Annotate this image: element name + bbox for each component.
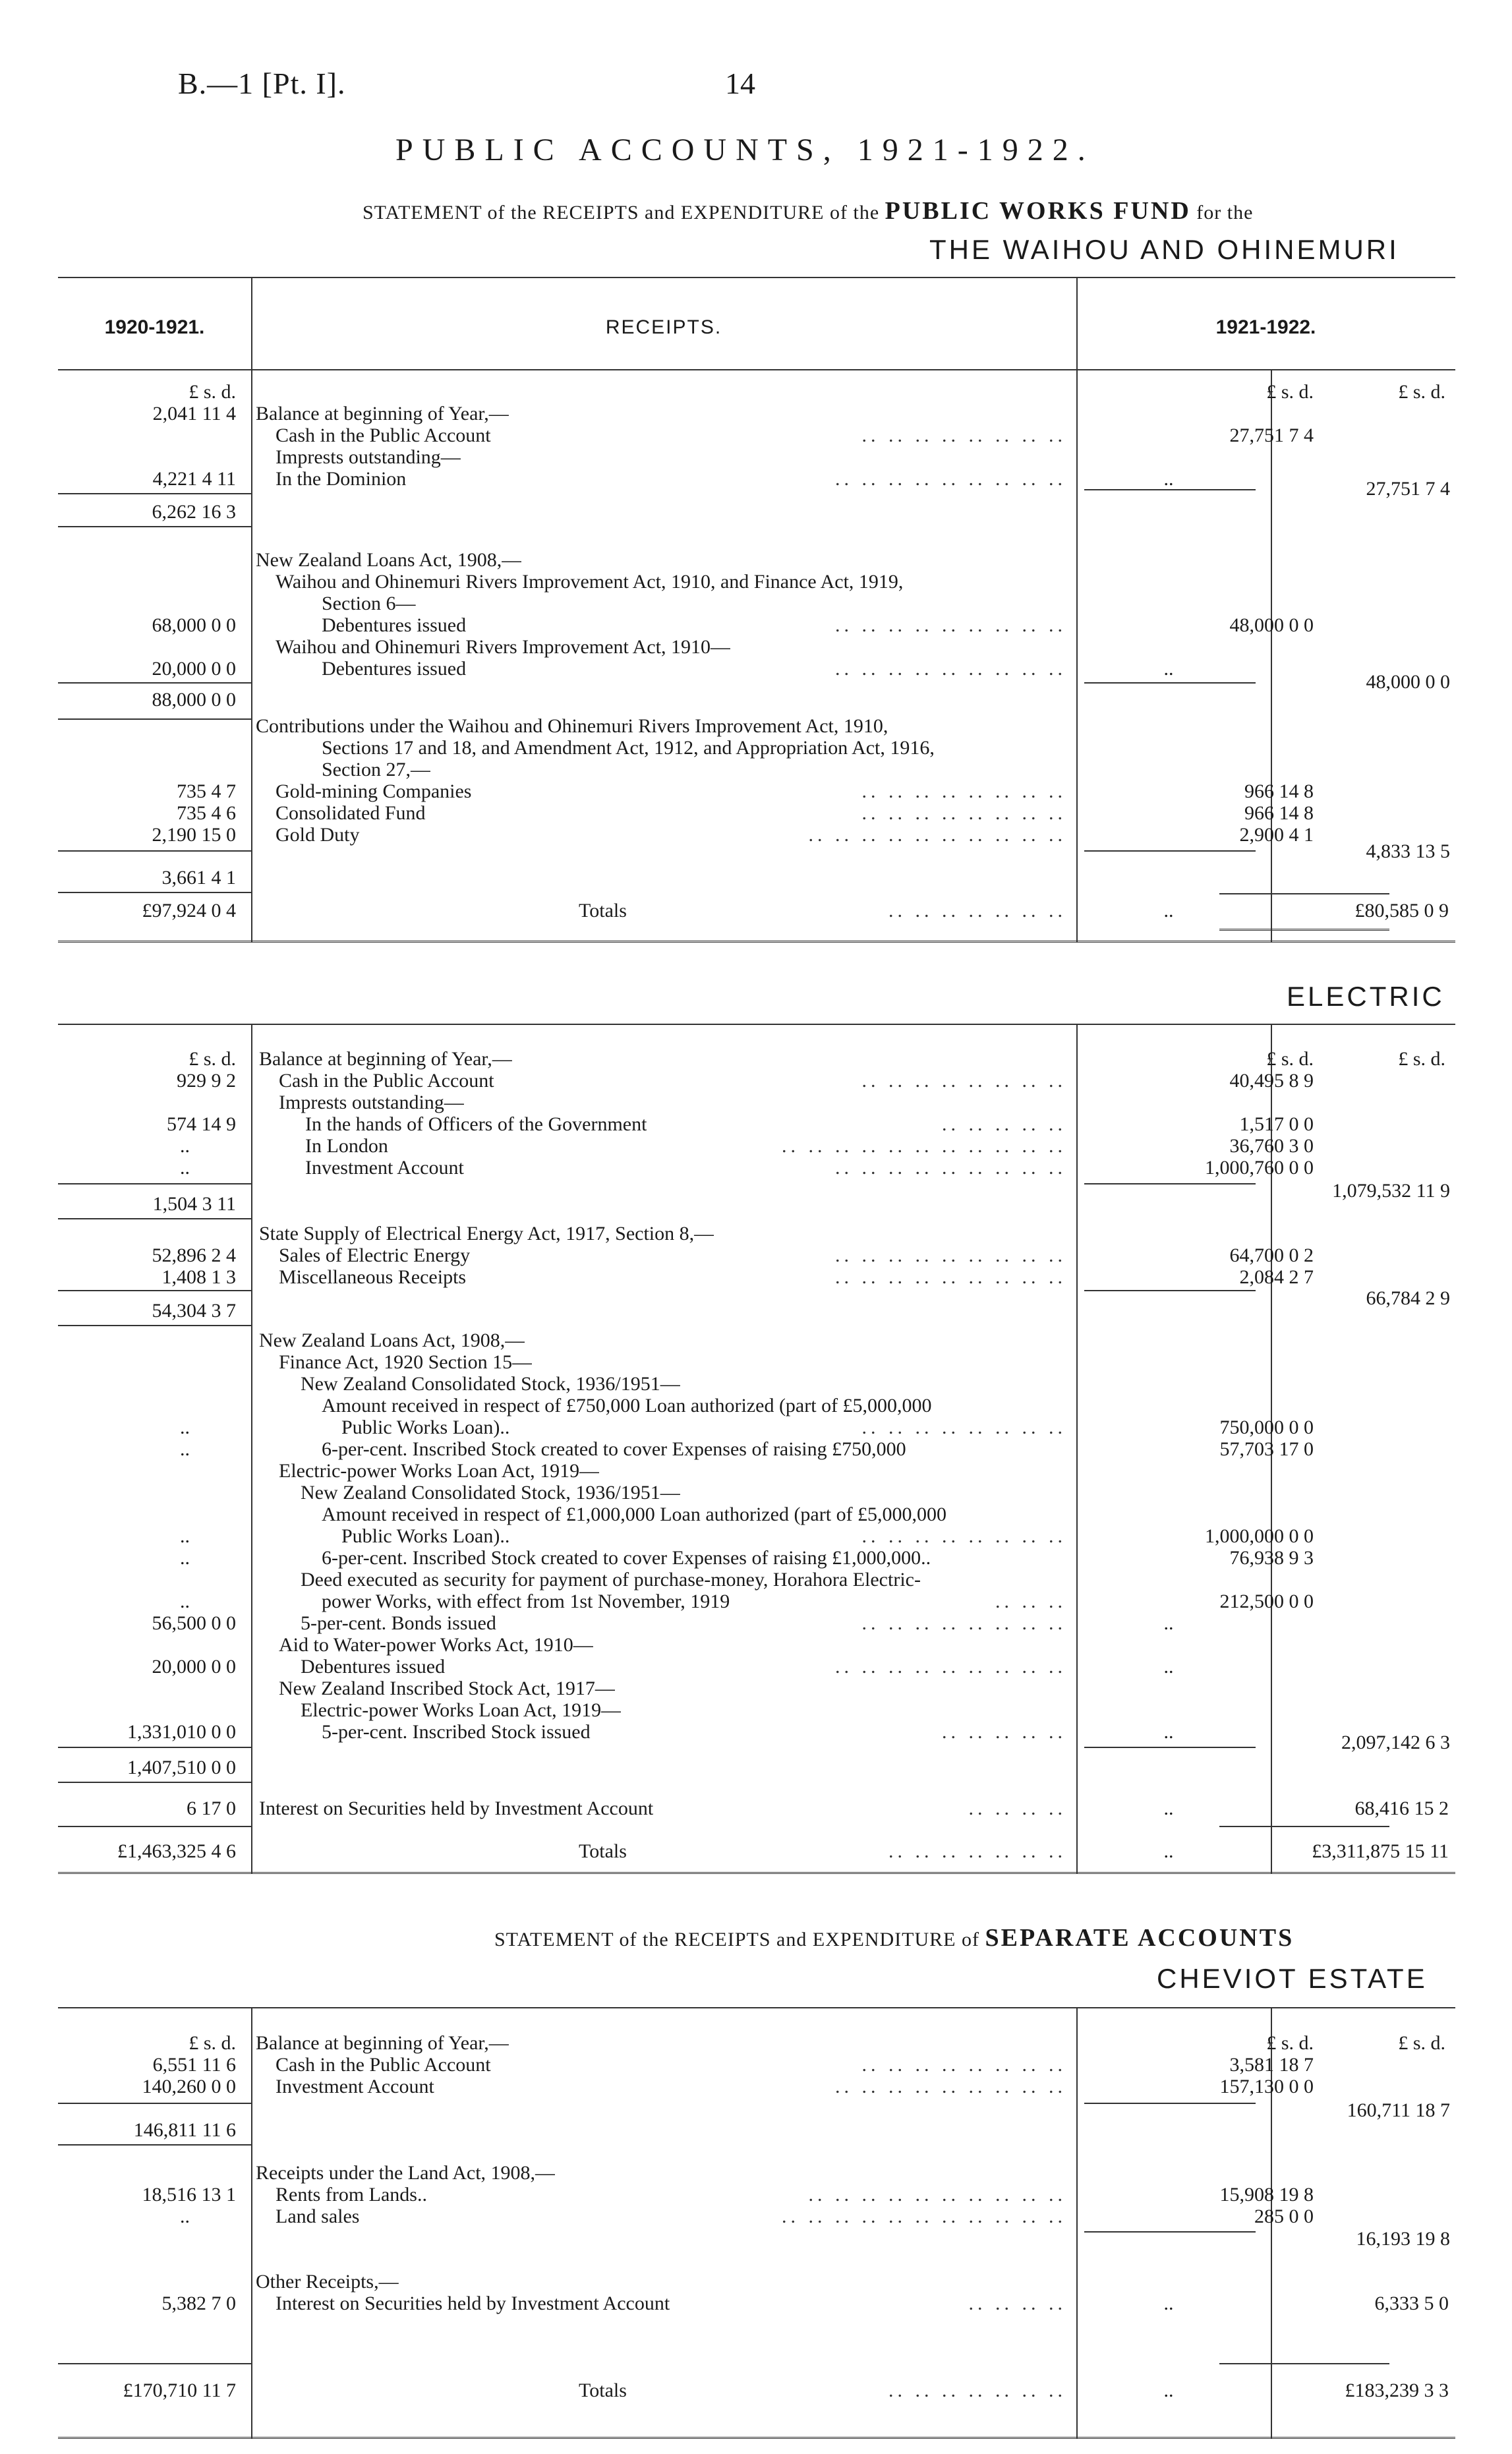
subtotal: 160,711 18 7 (1347, 2099, 1450, 2121)
row-description: Imprests outstanding— (279, 1092, 464, 1113)
amount-a1: .. (1163, 1656, 1174, 1678)
amount-a1: 40,495 8 9 (1229, 1070, 1314, 1092)
page-number: 14 (725, 67, 755, 100)
statement-bold: SEPARATE ACCOUNTS (985, 1924, 1294, 1952)
page-reference: B.—1 [Pt. I]. (178, 67, 346, 100)
row-description: Amount received in respect of £750,000 Loan authorized (part of £5,000,000 (322, 1395, 932, 1417)
table-row (58, 1438, 1455, 1460)
prev-total: £97,924 0 4 (142, 900, 236, 921)
amount-a1: 750,000 0 0 (1219, 1417, 1314, 1438)
amount-a1: 157,130 0 0 (1219, 2076, 1314, 2097)
table-row: 1,331,010 0 0 5-per-cent. Inscribed Stock issued .. .. .. .. .. .. (58, 1721, 1455, 1743)
row-description: Balance at beginning of Year,— (256, 403, 509, 424)
prev-subtotal: 1,504 3 11 (152, 1193, 236, 1215)
row-description: Rents from Lands.. (276, 2184, 427, 2206)
unit-prev: £ s. d. (189, 381, 236, 403)
row-description: New Zealand Loans Act, 1908,— (259, 1329, 525, 1351)
amount-a1: 3,581 18 7 (1229, 2054, 1314, 2076)
row-description: Aid to Water-power Works Act, 1910— (279, 1634, 593, 1656)
row-description: New Zealand Consolidated Stock, 1936/1951— (301, 1482, 680, 1504)
amount-a1: 64,700 0 2 (1229, 1244, 1314, 1266)
statement-fund: PUBLIC WORKS FUND (885, 197, 1191, 225)
prev-amount: 6 17 0 (187, 1797, 236, 1819)
prev-amount: 2,041 11 4 (152, 403, 236, 424)
prev-subtotal: 1,407,510 0 0 (127, 1757, 236, 1778)
table-row: 6 17 0 Interest on Securities held by Investment Account .. .. .. .. .. 68,416 15 2 (58, 1797, 1455, 1819)
prev-total: £1,463,325 4 6 (117, 1840, 236, 1862)
amount-a1: 966 14 8 (1244, 802, 1314, 824)
interest-amount: 68,416 15 2 (1354, 1797, 1449, 1819)
row-description: 6-per-cent. Inscribed Stock created to cover Expenses of raising £1,000,000.. (322, 1547, 931, 1569)
total-a1: .. (1163, 900, 1174, 921)
table-row: .. Land sales .. .. .. .. .. .. .. .. .. .. .. 285 0 0 (58, 2206, 1455, 2227)
prev-amount: .. (180, 1157, 190, 1179)
unit-row (58, 381, 1455, 403)
row-description: Debentures issued (322, 614, 467, 636)
table-row: 68,000 0 0 Debentures issued .. .. .. .. .. .. .. .. .. 48,000 0 0 (58, 614, 1455, 636)
amount-a1: .. (1163, 658, 1174, 680)
table-row: 2,190 15 0 Gold Duty .. .. .. .. .. .. .. .. .. .. 2,900 4 1 (58, 824, 1455, 846)
statement-prefix: STATEMENT of the RECEIPTS and EXPENDITURE of (494, 1929, 979, 1950)
row-description: In the Dominion (276, 468, 407, 490)
row-description: Electric-power Works Loan Act, 1919— (301, 1699, 622, 1721)
row-description: Public Works Loan).. (341, 1525, 510, 1547)
table-row: 929 9 2 Cash in the Public Account .. .. .. .. .. .. .. .. 40,495 8 9 (58, 1070, 1455, 1092)
row-description: Debentures issued (322, 658, 467, 680)
subtotal: 1,079,532 11 9 (1332, 1180, 1450, 1202)
unit-prev: £ s. d. (189, 1048, 236, 1070)
amount-a1: 2,084 2 7 (1239, 1266, 1314, 1288)
row-description: Receipts under the Land Act, 1908,— (256, 2162, 556, 2184)
total-a1: .. (1163, 1840, 1174, 1862)
table-row: .. Public Works Loan).. .. .. .. .. .. .. .. .. 1,000,000 0 0 (58, 1525, 1455, 1547)
table-row: 56,500 0 0 5-per-cent. Bonds issued .. .. .. .. .. .. .. .. .. (58, 1612, 1455, 1634)
row-description: Gold Duty (276, 824, 360, 846)
table-row: .. Investment Account .. .. .. .. .. .. .. .. .. 1,000,760 0 0 (58, 1157, 1455, 1179)
row-description: Waihou and Ohinemuri Rivers Improvement Act, 1910, and Finance Act, 1919, (276, 571, 904, 593)
prev-amount: 735 4 6 (177, 802, 236, 824)
unit-a2: £ s. d. (1398, 2032, 1445, 2054)
prev-amount: .. (180, 1438, 190, 1460)
table-row (58, 1547, 1455, 1569)
amount-a2: 6,333 5 0 (1374, 2293, 1449, 2314)
prev-amount: 929 9 2 (177, 1070, 236, 1092)
row-description: Finance Act, 1920 Section 15— (279, 1351, 533, 1373)
prev-amount: .. (180, 1547, 190, 1569)
table-row: 1,408 1 3 Miscellaneous Receipts .. .. .. .. .. .. .. .. .. 2,084 2 7 (58, 1266, 1455, 1288)
table-row: 140,260 0 0 Investment Account .. .. .. .. .. .. .. .. .. 157,130 0 0 (58, 2076, 1455, 2097)
amount-a1: 48,000 0 0 (1229, 614, 1314, 636)
table-row: .. Public Works Loan).. .. .. .. .. .. .. .. .. 750,000 0 0 (58, 1417, 1455, 1438)
amount-a1: 212,500 0 0 (1219, 1591, 1314, 1612)
prev-amount: 5,382 7 0 (161, 2293, 236, 2314)
row-description: Gold-mining Companies (276, 780, 472, 802)
row-description: 5-per-cent. Inscribed Stock issued (322, 1721, 591, 1743)
row-description: Miscellaneous Receipts (279, 1266, 467, 1288)
row-description: Other Receipts,— (256, 2271, 399, 2293)
subtotal: 66,784 2 9 (1366, 1287, 1450, 1309)
row-description: In London (305, 1135, 388, 1157)
row-description: New Zealand Consolidated Stock, 1936/1951— (301, 1373, 680, 1395)
row-description: Sales of Electric Energy (279, 1244, 471, 1266)
row-description: 6-per-cent. Inscribed Stock created to cover Expenses of raising £750,000 (322, 1438, 906, 1460)
prev-amount: 1,331,010 0 0 (127, 1721, 236, 1743)
statement-suffix: for the (1196, 202, 1254, 223)
prev-subtotal: 88,000 0 0 (152, 689, 236, 711)
unit-a1: £ s. d. (1266, 1048, 1314, 1070)
subtotal: 48,000 0 0 (1366, 671, 1450, 693)
amount-a1: .. (1163, 2293, 1174, 2314)
prev-amount: .. (180, 1591, 190, 1612)
prev-amount: 6,551 11 6 (152, 2054, 236, 2076)
section-title-waihou: THE WAIHOU AND OHINEMURI (929, 234, 1399, 265)
row-description: Section 27,— (322, 759, 430, 780)
row-description: power Works, with effect from 1st November, 1919 (322, 1591, 730, 1612)
amount-a1: 1,000,760 0 0 (1205, 1157, 1314, 1179)
statement-heading-separate (494, 1923, 1294, 1952)
subtotal: 4,833 13 5 (1366, 840, 1450, 862)
statement-prefix: STATEMENT of the RECEIPTS and EXPENDITURE of the (363, 202, 880, 223)
table-row: 20,000 0 0 Debentures issued .. .. .. .. .. .. .. .. .. .. (58, 658, 1455, 680)
row-description: State Supply of Electrical Energy Act, 1917, Section 8,— (259, 1223, 714, 1244)
amount-a1: 966 14 8 (1244, 780, 1314, 802)
prev-amount: .. (180, 1525, 190, 1547)
total-a2: £3,311,875 15 11 (1312, 1840, 1449, 1862)
row-description: Cash in the Public Account (276, 2054, 491, 2076)
prev-amount: 20,000 0 0 (152, 1656, 236, 1678)
row-description: In the hands of Officers of the Government (305, 1113, 647, 1135)
prev-total: £170,710 11 7 (123, 2380, 236, 2401)
row-description: Amount received in respect of £1,000,000 Loan authorized (part of £5,000,000 (322, 1504, 947, 1525)
prev-amount: .. (180, 1417, 190, 1438)
row-description: 5-per-cent. Bonds issued (301, 1612, 496, 1634)
prev-amount: 1,408 1 3 (161, 1266, 236, 1288)
prev-subtotal: 54,304 3 7 (152, 1300, 236, 1322)
row-description: Public Works Loan).. (341, 1417, 510, 1438)
amount-a1: .. (1163, 468, 1174, 490)
amount-a1: 1,517 0 0 (1239, 1113, 1314, 1135)
unit-a1: £ s. d. (1266, 381, 1314, 403)
subtotal: 27,751 7 4 (1366, 478, 1450, 500)
table-row: 735 4 7 Gold-mining Companies .. .. .. .. .. .. .. .. 966 14 8 (58, 780, 1455, 802)
table-row: 735 4 6 Consolidated Fund .. .. .. .. .. .. .. .. 966 14 8 (58, 802, 1455, 824)
unit-a1: £ s. d. (1266, 2032, 1314, 2054)
totals-row: £97,924 0 4 Totals .. .. .. .. .. .. .. .. £80,585 0 9 (58, 900, 1455, 921)
row-description: Land sales (276, 2206, 360, 2227)
statement-heading (363, 196, 1253, 225)
prev-amount: .. (180, 1135, 190, 1157)
row-description: Imprests outstanding— (276, 446, 461, 468)
table-row: 574 14 9 In the hands of Officers of the Government .. .. .. .. .. 1,517 0 0 (58, 1113, 1455, 1135)
section-title-electric: ELECTRIC (1287, 981, 1445, 1012)
amount-a1: 76,938 9 3 (1229, 1547, 1314, 1569)
total-a2: £183,239 3 3 (1345, 2380, 1449, 2401)
row-description: Investment Account (305, 1157, 464, 1179)
totals-row: £1,463,325 4 6 Totals .. .. .. .. .. .. .. .. £3,311,875 15 11 (58, 1840, 1455, 1862)
amount-a1: 1,000,000 0 0 (1205, 1525, 1314, 1547)
table-row: 52,896 2 4 Sales of Electric Energy .. .. .. .. .. .. .. .. .. 64,700 0 2 (58, 1244, 1455, 1266)
row-description: Investment Account (276, 2076, 434, 2097)
table-row: 5,382 7 0 Interest on Securities held by Investment Account .. .. .. .. .. 6,333 5 0 (58, 2293, 1455, 2314)
table-row (58, 403, 1455, 424)
col-prev-year: 1920-1921. (104, 316, 205, 338)
table-row: 6,551 11 6 Cash in the Public Account .. .. .. .. .. .. .. .. 3,581 18 7 (58, 2054, 1455, 2076)
amount-a1: .. (1163, 1612, 1174, 1634)
row-description: Balance at beginning of Year,— (256, 2032, 509, 2054)
section-title-cheviot: CHEVIOT ESTATE (1157, 1963, 1428, 1994)
prev-amount: 52,896 2 4 (152, 1244, 236, 1266)
row-description: Cash in the Public Account (279, 1070, 494, 1092)
page-title: PUBLIC ACCOUNTS, 1921-1922. (395, 132, 1095, 167)
unit-prev: £ s. d. (189, 2032, 236, 2054)
totals-label: Totals (579, 900, 627, 921)
row-description: Debentures issued (301, 1656, 446, 1678)
table-row: 4,221 4 11 In the Dominion .. .. .. .. .. .. .. .. .. .. (58, 468, 1455, 490)
row-description: Deed executed as security for payment of purchase-money, Horahora Electric- (301, 1569, 921, 1591)
table-row: Cash in the Public Account .. .. .. .. .. .. .. .. 27,751 7 4 (276, 424, 1314, 446)
prev-subtotal: 146,811 11 6 (133, 2119, 236, 2141)
subtotal: 2,097,142 6 3 (1341, 1732, 1450, 1753)
row-description: Waihou and Ohinemuri Rivers Improvement Act, 1910— (276, 636, 730, 658)
table-row (58, 446, 1455, 468)
unit-a2: £ s. d. (1398, 1048, 1445, 1070)
col-curr-year: 1921-1922. (1215, 316, 1316, 338)
prev-amount: 2,190 15 0 (152, 824, 236, 846)
amount-a1: 57,703 17 0 (1219, 1438, 1314, 1460)
row-description: Consolidated Fund (276, 802, 426, 824)
unit-row (58, 1048, 1455, 1070)
row-description: Section 6— (322, 593, 416, 614)
unit-a2: £ s. d. (1398, 381, 1445, 403)
amount-a1: 15,908 19 8 (1219, 2184, 1314, 2206)
amount-a1: .. (1163, 1721, 1174, 1743)
row-description: Electric-power Works Loan Act, 1919— (279, 1460, 600, 1482)
amount-a1: .. (1163, 1797, 1174, 1819)
subtotal: 16,193 19 8 (1356, 2228, 1450, 2250)
prev-amount: .. (180, 2206, 190, 2227)
prev-amount: 20,000 0 0 (152, 658, 236, 680)
row-description: Sections 17 and 18, and Amendment Act, 1912, and Appropriation Act, 1916, (322, 737, 935, 759)
totals-label: Totals (579, 1840, 627, 1862)
prev-amount: 4,221 4 11 (152, 468, 236, 490)
row-description: Interest on Securities held by Investment Account (276, 2293, 670, 2314)
row-description: New Zealand Inscribed Stock Act, 1917— (279, 1678, 615, 1699)
unit-row (58, 2032, 1455, 2054)
prev-amount: 735 4 7 (177, 780, 236, 802)
table-row: 18,516 13 1 Rents from Lands.. .. .. .. .. .. .. .. .. .. .. 15,908 19 8 (58, 2184, 1455, 2206)
prev-subtotal: 3,661 4 1 (161, 867, 236, 889)
amount-a1: 285 0 0 (1254, 2206, 1314, 2227)
prev-amount: 574 14 9 (167, 1113, 236, 1135)
prev-subtotal: 6,262 16 3 (152, 501, 236, 523)
total-a1: .. (1163, 2380, 1174, 2401)
col-receipts: RECEIPTS. (605, 316, 722, 338)
row-description: New Zealand Loans Act, 1908,— (256, 549, 522, 571)
amount-a1: 27,751 7 4 (1229, 424, 1314, 446)
row-description: Interest on Securities held by Investment Account (259, 1797, 654, 1819)
row-description: Cash in the Public Account (276, 424, 491, 446)
row-description: Contributions under the Waihou and Ohinemuri Rivers Improvement Act, 1910, (256, 715, 888, 737)
total-a2: £80,585 0 9 (1354, 900, 1449, 921)
totals-row: £170,710 11 7 Totals .. .. .. .. .. .. .. .. £183,239 3 3 (58, 2380, 1455, 2401)
amount-a1: 36,760 3 0 (1229, 1135, 1314, 1157)
prev-amount: 140,260 0 0 (142, 2076, 236, 2097)
table-row: .. power Works, with effect from 1st November, 1919 .. .. .. 212,500 0 0 (58, 1591, 1455, 1612)
amount-a1: 2,900 4 1 (1239, 824, 1314, 846)
table-row: 20,000 0 0 Debentures issued .. .. .. .. .. .. .. .. .. .. (58, 1656, 1455, 1678)
prev-amount: 68,000 0 0 (152, 614, 236, 636)
prev-amount: 56,500 0 0 (152, 1612, 236, 1634)
totals-label: Totals (579, 2380, 627, 2401)
prev-amount: 18,516 13 1 (142, 2184, 236, 2206)
row-description: Balance at beginning of Year,— (259, 1048, 512, 1070)
table-row: .. In London .. .. .. .. .. .. .. .. .. .. .. 36,760 3 0 (58, 1135, 1455, 1157)
